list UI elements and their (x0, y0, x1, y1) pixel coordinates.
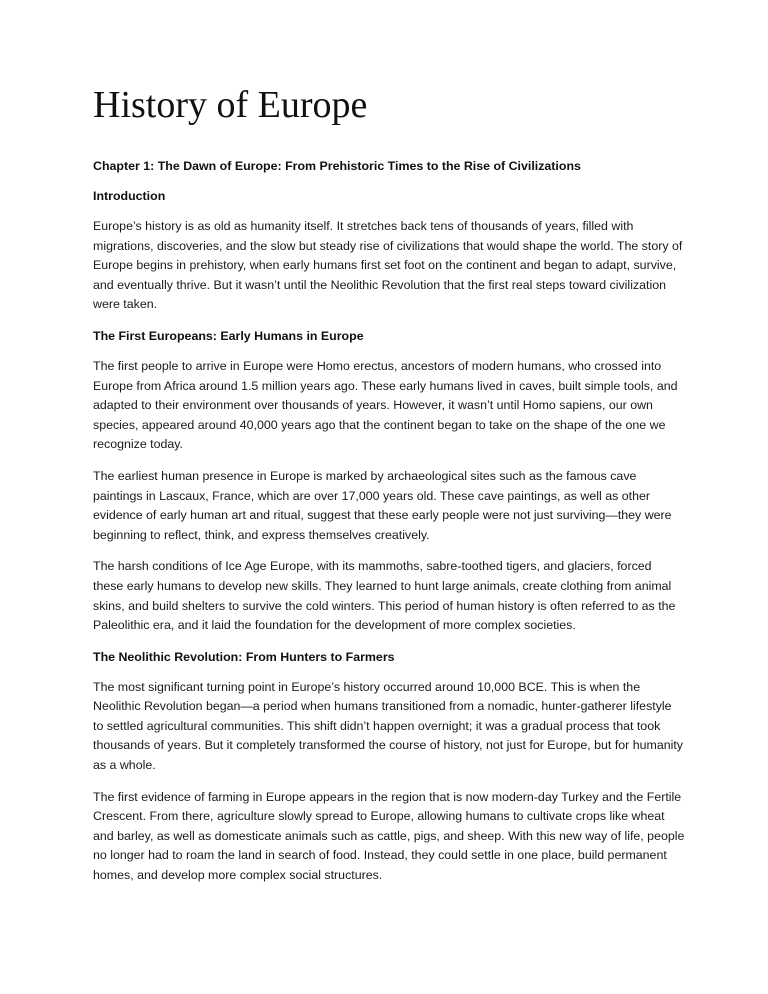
paragraph: The first people to arrive in Europe were Homo erectus, ancestors of modern humans, who crossed into Europe from Africa around 1.5 million years ago. These early humans lived in caves, built simple tools, and adapted to their environment over thousands of years. However, it wasn’t until Homo sapiens, our own species, appeared around 40,000 years ago that the continent began to take on the shape of the one we recognize today. (93, 358, 678, 452)
section-heading-first-europeans: The First Europeans: Early Humans in Europe (93, 328, 364, 343)
section-introduction (93, 187, 685, 315)
document-body (93, 157, 685, 898)
section-heading-neolithic: The Neolithic Revolution: From Hunters to Farmers (93, 649, 395, 664)
paragraph: The first evidence of farming in Europe appears in the region that is now modern-day Turkey and the Fertile Crescent. From there, agriculture slowly spread to Europe, allowing humans to cultivate crops like wheat and barley, as well as domesticate animals such as cattle, pigs, and sheep. With this new way of life, people no longer had to roam the land in search of food. Instead, they could settle in one place, build permanent homes, and develop more complex social structures. (93, 789, 685, 883)
document-title: History of Europe (93, 84, 368, 126)
section-heading-introduction: Introduction (93, 189, 166, 203)
section-first-europeans (93, 327, 685, 636)
chapter-heading: Chapter 1: The Dawn of Europe: From Prehistoric Times to the Rise of Civilizations (93, 159, 581, 173)
paragraph: The earliest human presence in Europe is marked by archaeological sites such as the famous cave paintings in Lascaux, France, which are over 17,000 years old. These cave paintings, as well as other evidence of early human art and ritual, suggest that these early people were not just surviving—they were beginning to reflect, think, and express themselves creatively. (93, 468, 672, 542)
section-neolithic (93, 648, 685, 886)
paragraph: The most significant turning point in Europe’s history occurred around 10,000 BCE. This is when the Neolithic Revolution began—a period when humans transitioned from a nomadic, hunter-gatherer lifestyle to settled agricultural communities. This shift didn’t happen overnight; it was a gradual process that took thousands of years. But it completely transformed the course of history, not just for Europe, but for humanity as a whole. (93, 679, 683, 773)
paragraph: Europe’s history is as old as humanity itself. It stretches back tens of thousands of years, filled with migrations, discoveries, and the slow but steady rise of civilizations that would shape the world. The story of Europe begins in prehistory, when early humans first set foot on the continent and began to adapt, survive, and eventually thrive. But it wasn’t until the Neolithic Revolution that the first real steps toward civilization were taken. (93, 219, 683, 312)
paragraph: The harsh conditions of Ice Age Europe, with its mammoths, sabre-toothed tigers, and glaciers, forced these early humans to develop new skills. They learned to hunt large animals, create clothing from animal skins, and build shelters to survive the cold winters. This period of human history is often referred to as the Paleolithic era, and it laid the foundation for the development of more complex societies. (93, 559, 676, 633)
